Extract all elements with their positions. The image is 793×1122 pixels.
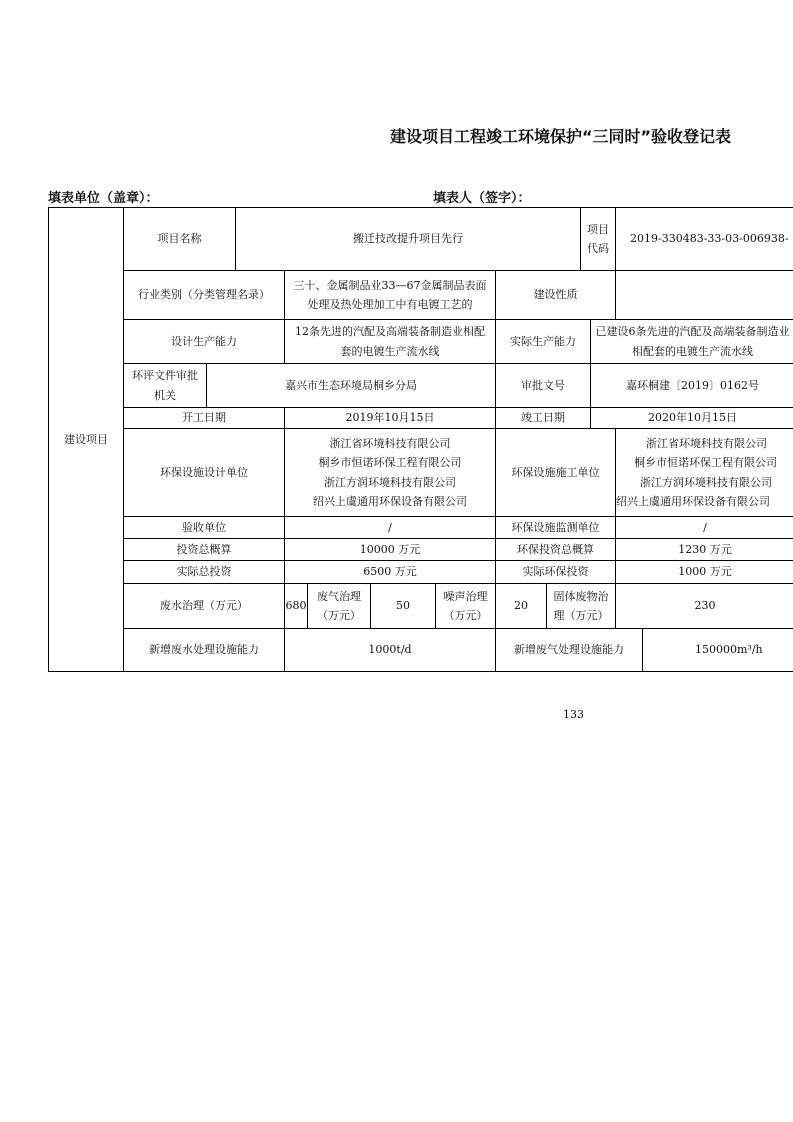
solid-treatment-value: 230 xyxy=(694,599,716,613)
new-gas-capacity-value: 150000m³/h xyxy=(695,643,763,657)
noise-treatment-label: 噪声治理（万元） xyxy=(443,589,488,622)
design-unit: 绍兴上虞通用环保设备有限公司 xyxy=(313,494,467,508)
section-label: 建设项目 xyxy=(64,432,108,446)
actual-capacity-label: 实际生产能力 xyxy=(510,334,576,348)
new-water-capacity-value: 1000t/d xyxy=(368,643,412,657)
approval-authority-value-cell xyxy=(206,363,496,408)
solid-treatment-value-cell xyxy=(615,583,793,629)
monitor-unit-label-cell xyxy=(495,516,616,539)
acceptance-unit-label: 验收单位 xyxy=(182,520,226,534)
design-capacity-value-cell xyxy=(284,319,496,364)
invest-budget-label-cell xyxy=(123,538,285,561)
facility-construct-label: 环保设施施工单位 xyxy=(511,465,600,479)
project-name-label-cell xyxy=(123,207,236,271)
design-capacity-label-cell xyxy=(123,319,285,364)
end-date-value-cell xyxy=(590,407,793,429)
new-water-capacity-label: 新增废水处理设施能力 xyxy=(149,643,259,657)
start-date-value: 2019年10月15日 xyxy=(345,411,435,425)
project-code-value: 2019-330483-33-03-006938- xyxy=(630,232,789,246)
env-actual-value-cell xyxy=(615,560,793,584)
new-gas-capacity-label: 新增废气处理设施能力 xyxy=(514,643,624,657)
invest-actual-value-cell xyxy=(284,560,496,584)
actual-capacity-label-cell xyxy=(495,319,591,364)
nature-value-cell xyxy=(615,270,793,320)
env-actual-label-cell xyxy=(495,560,616,584)
project-code-label-cell xyxy=(580,207,616,271)
construct-unit: 绍兴上虞通用环保设备有限公司 xyxy=(616,494,770,508)
project-code-value-cell xyxy=(615,207,793,271)
acceptance-unit-value: / xyxy=(388,520,392,534)
design-capacity-value: 12条先进的汽配及高端装备制造业相配套的电镀生产流水线 xyxy=(295,325,485,358)
new-gas-capacity-value-cell xyxy=(642,628,793,672)
industry-label: 行业类别（分类管理名录） xyxy=(138,288,270,302)
solid-treatment-label: 固体废物治理（万元） xyxy=(553,589,609,622)
nature-label-cell xyxy=(495,270,616,320)
section-label-cell xyxy=(48,207,124,672)
filler-label: 填表人（签字）： xyxy=(433,191,531,206)
new-gas-capacity-label-cell xyxy=(495,628,643,672)
water-treatment-label-cell xyxy=(123,583,285,629)
noise-treatment-label-cell xyxy=(435,583,496,629)
water-treatment-label: 废水治理（万元） xyxy=(160,599,248,613)
acceptance-unit-value-cell xyxy=(284,516,496,539)
facility-design-label-cell xyxy=(123,428,285,517)
invest-actual-value: 6500 万元 xyxy=(363,565,417,579)
facility-design-label: 环保设施设计单位 xyxy=(160,465,248,479)
end-date-value: 2020年10月15日 xyxy=(648,411,737,425)
industry-value-cell xyxy=(284,270,496,320)
project-name-value-cell xyxy=(235,207,581,271)
solid-treatment-label-cell xyxy=(546,583,616,629)
approval-doc-value: 嘉环桐建〔2019〕0162号 xyxy=(626,378,759,392)
actual-capacity-value-cell xyxy=(590,319,793,364)
construct-unit: 浙江方润环境科技有限公司 xyxy=(640,475,772,489)
monitor-unit-label: 环保设施监测单位 xyxy=(511,520,600,534)
noise-treatment-value-cell xyxy=(495,583,547,629)
start-date-label: 开工日期 xyxy=(182,411,226,425)
project-name-label: 项目名称 xyxy=(157,232,202,246)
invest-budget-value-cell xyxy=(284,538,496,561)
gas-treatment-value-cell xyxy=(370,583,436,629)
env-actual-value: 1000 万元 xyxy=(678,565,732,579)
actual-capacity-value: 已建设6条先进的汽配及高端装备制造业相配套的电镀生产流水线 xyxy=(595,325,790,358)
construct-unit: 桐乡市恒诺环保工程有限公司 xyxy=(634,456,777,470)
env-budget-value-cell xyxy=(615,538,793,561)
env-budget-label: 环保投资总概算 xyxy=(517,542,594,556)
gas-treatment-value: 50 xyxy=(396,599,410,613)
project-name-value: 搬迁技改提升项目先行 xyxy=(353,232,463,246)
design-unit: 桐乡市恒诺环保工程有限公司 xyxy=(318,456,462,470)
acceptance-unit-label-cell xyxy=(123,516,285,539)
gas-treatment-label-cell xyxy=(307,583,371,629)
design-unit: 浙江方润环境科技有限公司 xyxy=(324,475,456,489)
end-date-label-cell xyxy=(495,407,591,429)
env-actual-label: 实际环保投资 xyxy=(522,565,589,579)
invest-budget-label: 投资总概算 xyxy=(176,542,232,556)
construct-unit: 浙江省环境科技有限公司 xyxy=(646,437,767,450)
monitor-unit-value: / xyxy=(703,520,707,534)
industry-value: 三十、金属制品业33—67金属制品表面处理及热处理加工中有电镀工艺的 xyxy=(293,278,487,311)
end-date-label: 竣工日期 xyxy=(521,411,565,425)
water-treatment-value-cell xyxy=(284,583,308,629)
facility-design-units-cell xyxy=(284,428,496,517)
new-water-capacity-value-cell xyxy=(284,628,496,672)
industry-label-cell xyxy=(123,270,285,320)
approval-authority-label: 环评文件审批机关 xyxy=(132,369,198,402)
nature-label: 建设性质 xyxy=(533,288,578,302)
invest-actual-label-cell xyxy=(123,560,285,584)
page-number: 133 xyxy=(563,708,584,721)
approval-doc-label: 审批文号 xyxy=(521,378,565,392)
facility-construct-units-cell xyxy=(615,428,793,517)
project-code-label: 项目代码 xyxy=(587,222,609,255)
gas-treatment-label: 废气治理（万元） xyxy=(317,589,361,622)
noise-treatment-value: 20 xyxy=(514,599,528,613)
invest-budget-value: 10000 万元 xyxy=(359,542,421,556)
env-budget-value: 1230 万元 xyxy=(678,542,732,556)
fill-unit-label: 填表单位（盖章）： xyxy=(48,191,159,206)
approval-authority-label-cell xyxy=(123,363,207,408)
approval-doc-label-cell xyxy=(495,363,591,408)
approval-doc-value-cell xyxy=(590,363,793,408)
water-treatment-value: 680 xyxy=(285,599,307,613)
env-budget-label-cell xyxy=(495,538,616,561)
start-date-value-cell xyxy=(284,407,496,429)
document-title: 建设项目工程竣工环境保护“三同时”验收登记表 xyxy=(390,127,732,146)
new-water-capacity-label-cell xyxy=(123,628,285,672)
start-date-label-cell xyxy=(123,407,285,429)
design-capacity-label: 设计生产能力 xyxy=(171,334,237,348)
invest-actual-label: 实际总投资 xyxy=(176,565,232,579)
approval-authority-value: 嘉兴市生态环境局桐乡分局 xyxy=(285,378,417,392)
monitor-unit-value-cell xyxy=(615,516,793,539)
design-unit: 浙江省环境科技有限公司 xyxy=(329,437,451,450)
facility-construct-label-cell xyxy=(495,428,616,517)
